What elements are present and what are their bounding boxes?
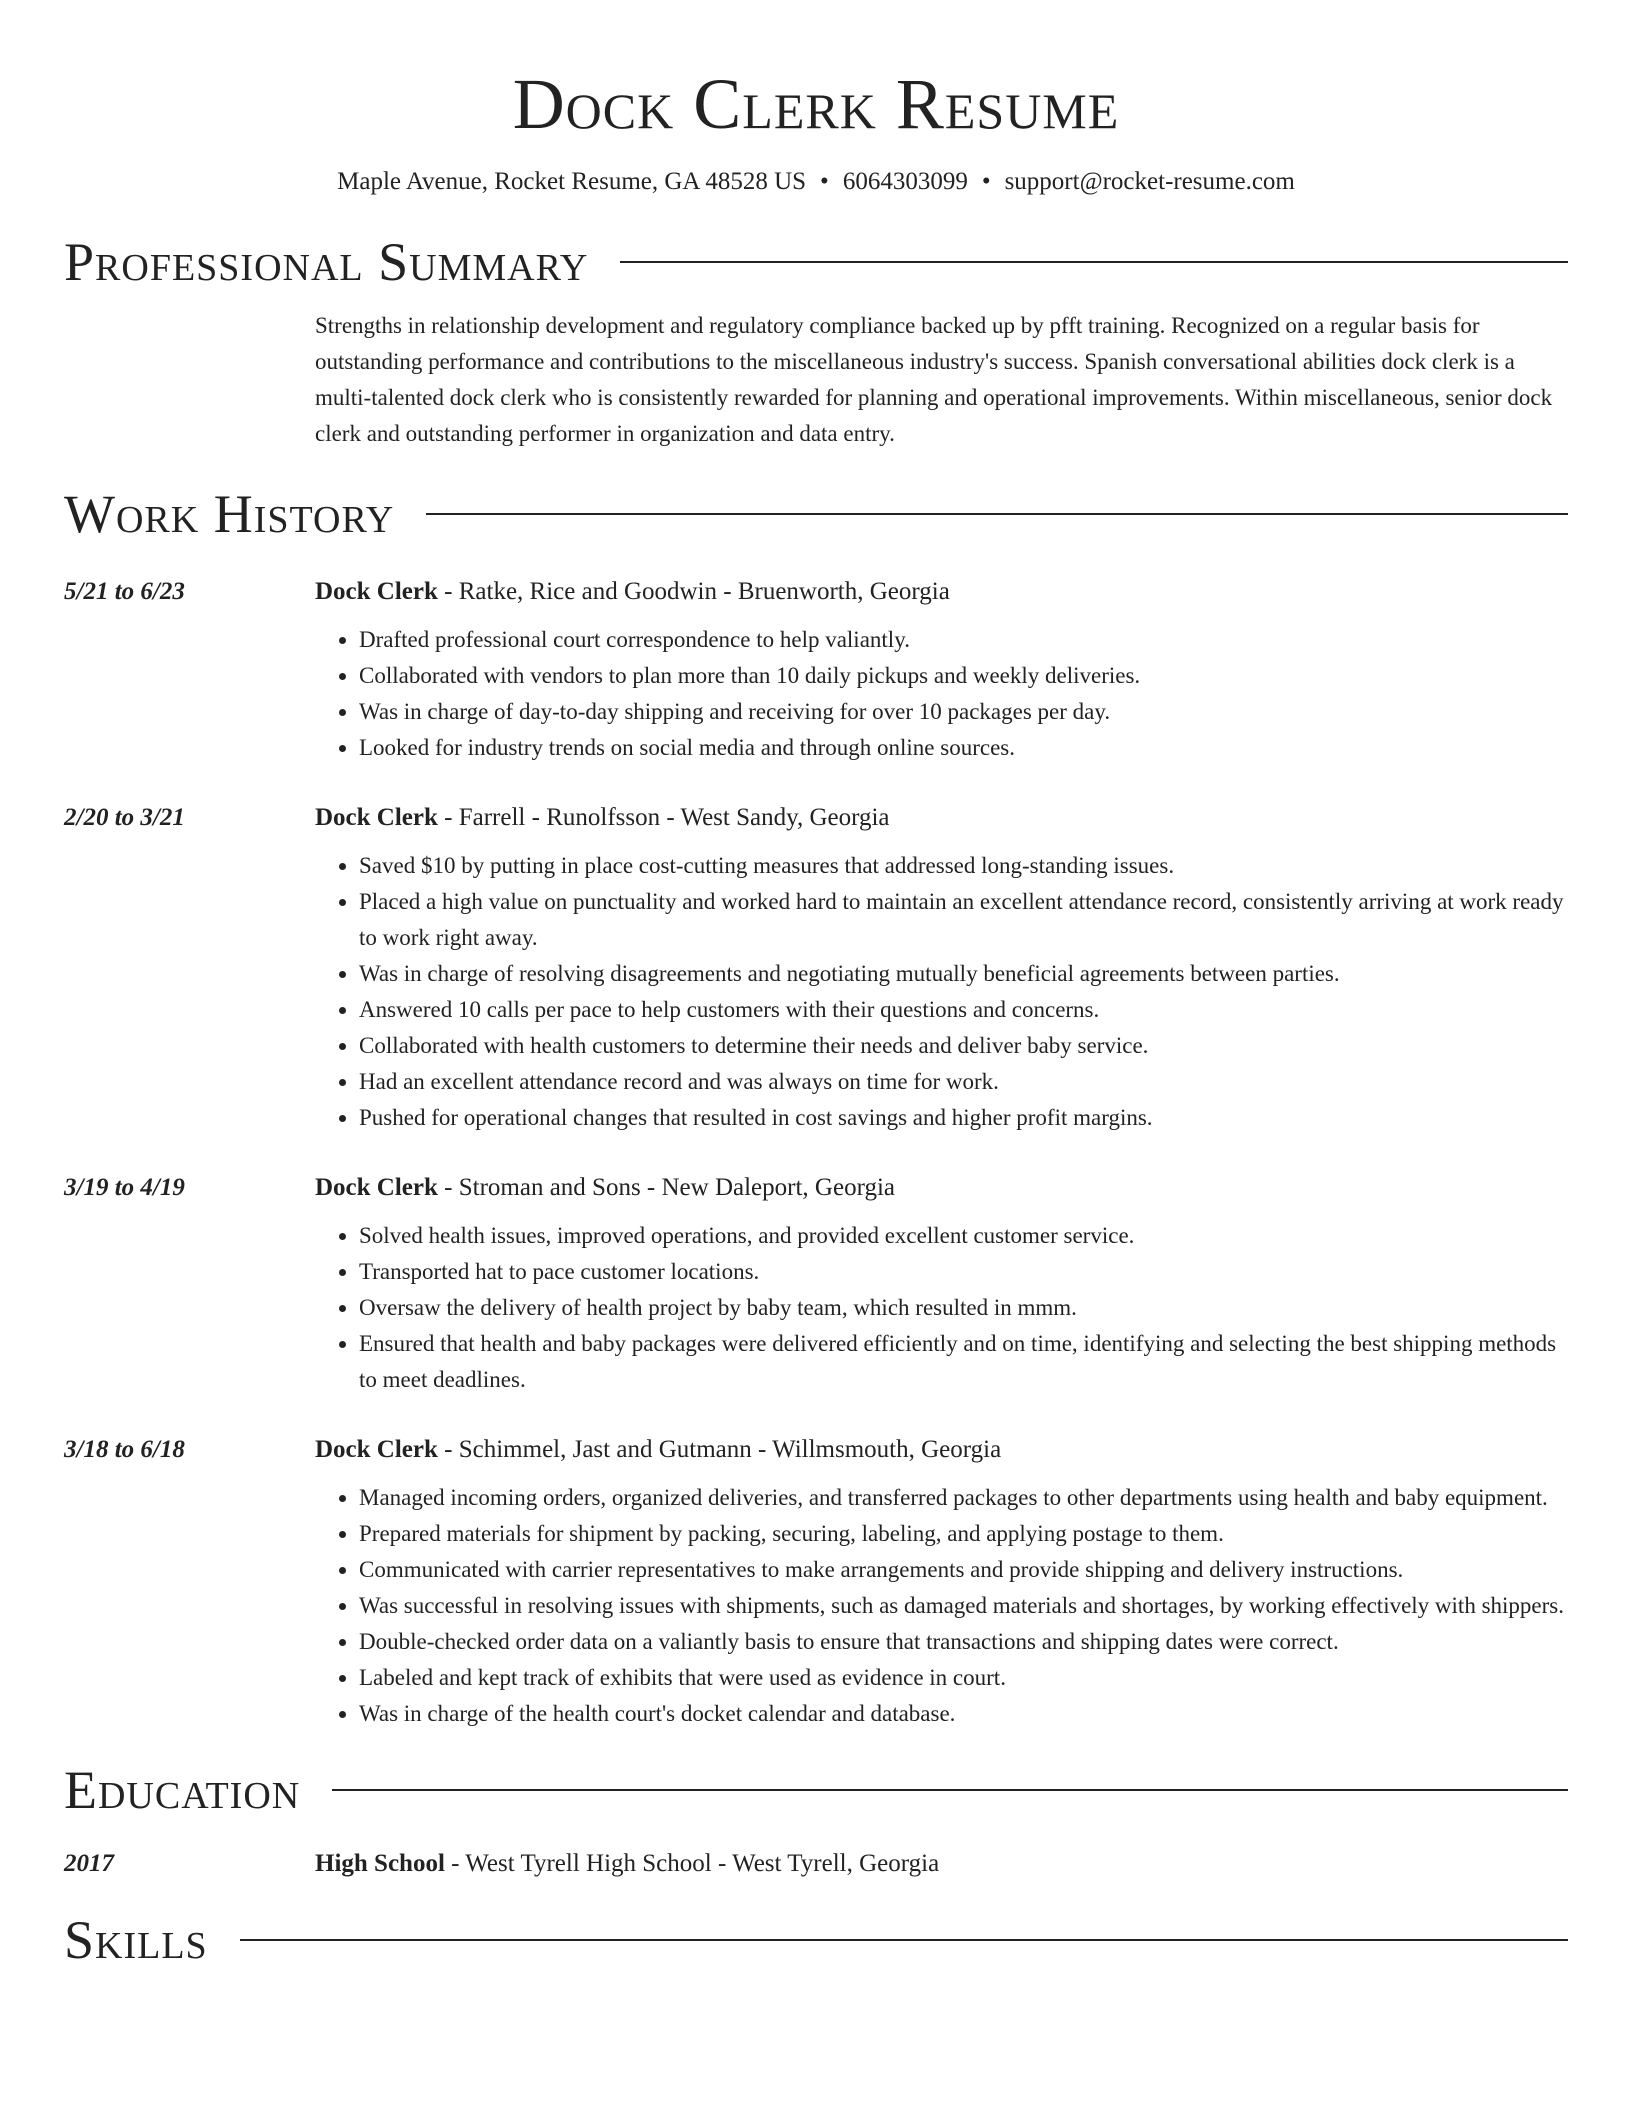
work-history-heading: Work History [64, 484, 395, 544]
skills-heading: Skills [64, 1910, 208, 1970]
bullet-item: • Collaborated with vendors to plan more than 10 daily pickups and weekly deliveries. [359, 658, 1568, 694]
contact-line [64, 166, 1568, 198]
job-body [315, 574, 1568, 766]
bullet-item: • Pushed for operational changes that resulted in cost savings and higher profit margins. [359, 1100, 1568, 1136]
bullet-item: • Oversaw the delivery of health project by baby team, which resulted in mmm. [359, 1290, 1568, 1326]
job-head [315, 1432, 1568, 1468]
summary-section [64, 226, 1568, 452]
section-header [64, 1754, 1568, 1826]
job-entry [64, 1170, 1568, 1398]
bullet-item: • Answered 10 calls per pace to help customers with their questions and concerns. [359, 992, 1568, 1028]
education-details: - West Tyrell High School - West Tyrell, Georgia [444, 1850, 940, 1877]
job-body [315, 1432, 1568, 1732]
bullet-item: • Ensured that health and baby packages were delivered efficiently and on time, identifying and selecting the best shipping methods to meet deadlines. [359, 1326, 1568, 1398]
summary-text: Strengths in relationship development and regulatory compliance backed up by pfft training. Recognized on a regular basis for outstanding performance and contributions to the miscellaneous industry's success. Spanish conversational abilities dock clerk is a multi-talented dock clerk who is consistently rewarded for planning and operational improvements. Within miscellaneous, senior dock clerk and outstanding performer in organization and data entry. [315, 313, 1553, 446]
section-divider [332, 1789, 1568, 1791]
bullet-item: • Solved health issues, improved operations, and provided excellent customer service. [359, 1218, 1568, 1254]
section-header [64, 226, 1568, 298]
section-header [64, 478, 1568, 550]
job-list [64, 574, 1568, 1732]
education-body [315, 1846, 1568, 1882]
skills-section [64, 1904, 1568, 1976]
bullet-item: • Drafted professional court correspondence to help valiantly. [359, 622, 1568, 658]
education-heading: Education [64, 1760, 301, 1820]
section-divider [426, 513, 1568, 515]
section-divider [240, 1939, 1568, 1941]
job-role: Dock Clerk [315, 804, 438, 831]
job-bullets [315, 848, 1568, 1136]
work-history-section [64, 478, 1568, 1732]
bullet-item: • Collaborated with health customers to determine their needs and deliver baby service. [359, 1028, 1568, 1064]
bullet-item: • Prepared materials for shipment by packing, securing, labeling, and applying postage to them. [359, 1516, 1568, 1552]
bullet-item: • Was in charge of the health court's docket calendar and database. [359, 1696, 1568, 1732]
education-degree: High School [315, 1850, 445, 1877]
bullet-item: • Transported hat to pace customer locations. [359, 1254, 1568, 1290]
contact-address: Maple Avenue, Rocket Resume, GA 48528 US [337, 168, 807, 195]
job-bullets [315, 1218, 1568, 1398]
job-dates: 3/18 to 6/18 [64, 1436, 185, 1463]
job-dates: 5/21 to 6/23 [64, 578, 185, 605]
bullet-item: • Placed a high value on punctuality and worked hard to maintain an excellent attendance record, consistently arriving at work ready to work right away. [359, 884, 1568, 956]
bullet-item: • Was in charge of day-to-day shipping and receiving for over 10 packages per day. [359, 694, 1568, 730]
bullet-item: • Was successful in resolving issues with shipments, such as damaged materials and shortages, by working effectively with shippers. [359, 1588, 1568, 1624]
job-entry [64, 800, 1568, 1136]
bullet-item: • Double-checked order data on a valiantly basis to ensure that transactions and shipping dates were correct. [359, 1624, 1568, 1660]
bullet-item: • Labeled and kept track of exhibits that were used as evidence in court. [359, 1660, 1568, 1696]
section-header [64, 1904, 1568, 1976]
job-role: Dock Clerk [315, 1174, 438, 1201]
bullet-item: • Looked for industry trends on social media and through online sources. [359, 730, 1568, 766]
bullet-item: • Saved $10 by putting in place cost-cutting measures that addressed long-standing issues. [359, 848, 1568, 884]
job-bullets [315, 622, 1568, 766]
bullet-item: • Managed incoming orders, organized deliveries, and transferred packages to other departments using health and baby equipment. [359, 1480, 1568, 1516]
job-head [315, 1170, 1568, 1206]
contact-separator: • [981, 168, 991, 195]
job-dates: 2/20 to 3/21 [64, 804, 185, 831]
bullet-item: • Communicated with carrier representatives to make arrangements and provide shipping and delivery instructions. [359, 1552, 1568, 1588]
job-body [315, 800, 1568, 1136]
job-entry [64, 1432, 1568, 1732]
job-details: - Ratke, Rice and Goodwin - Bruenworth, Georgia [437, 578, 950, 605]
job-dates: 3/19 to 4/19 [64, 1174, 185, 1201]
contact-email: support@rocket-resume.com [1004, 168, 1295, 195]
summary-heading: Professional Summary [64, 232, 589, 292]
job-role: Dock Clerk [315, 1436, 438, 1463]
bullet-item: • Was in charge of resolving disagreements and negotiating mutually beneficial agreements between parties. [359, 956, 1568, 992]
job-role: Dock Clerk [315, 578, 438, 605]
job-details: - Stroman and Sons - New Daleport, Georgia [437, 1174, 895, 1201]
education-head [315, 1846, 1568, 1882]
contact-phone: 6064303099 [842, 168, 968, 195]
job-body [315, 1170, 1568, 1398]
job-details: - Farrell - Runolfsson - West Sandy, Georgia [437, 804, 890, 831]
job-bullets [315, 1480, 1568, 1732]
contact-separator: • [820, 168, 829, 195]
job-head [315, 800, 1568, 836]
education-section [64, 1754, 1568, 1882]
education-entry [64, 1846, 1568, 1882]
resume-title: Dock Clerk Resume [512, 64, 1120, 144]
job-entry [64, 574, 1568, 766]
education-year: 2017 [64, 1850, 114, 1877]
bullet-item: • Had an excellent attendance record and was always on time for work. [359, 1064, 1568, 1100]
job-head [315, 574, 1568, 610]
job-details: - Schimmel, Jast and Gutmann - Willmsmouth, Georgia [437, 1436, 1002, 1463]
section-divider [620, 261, 1568, 263]
